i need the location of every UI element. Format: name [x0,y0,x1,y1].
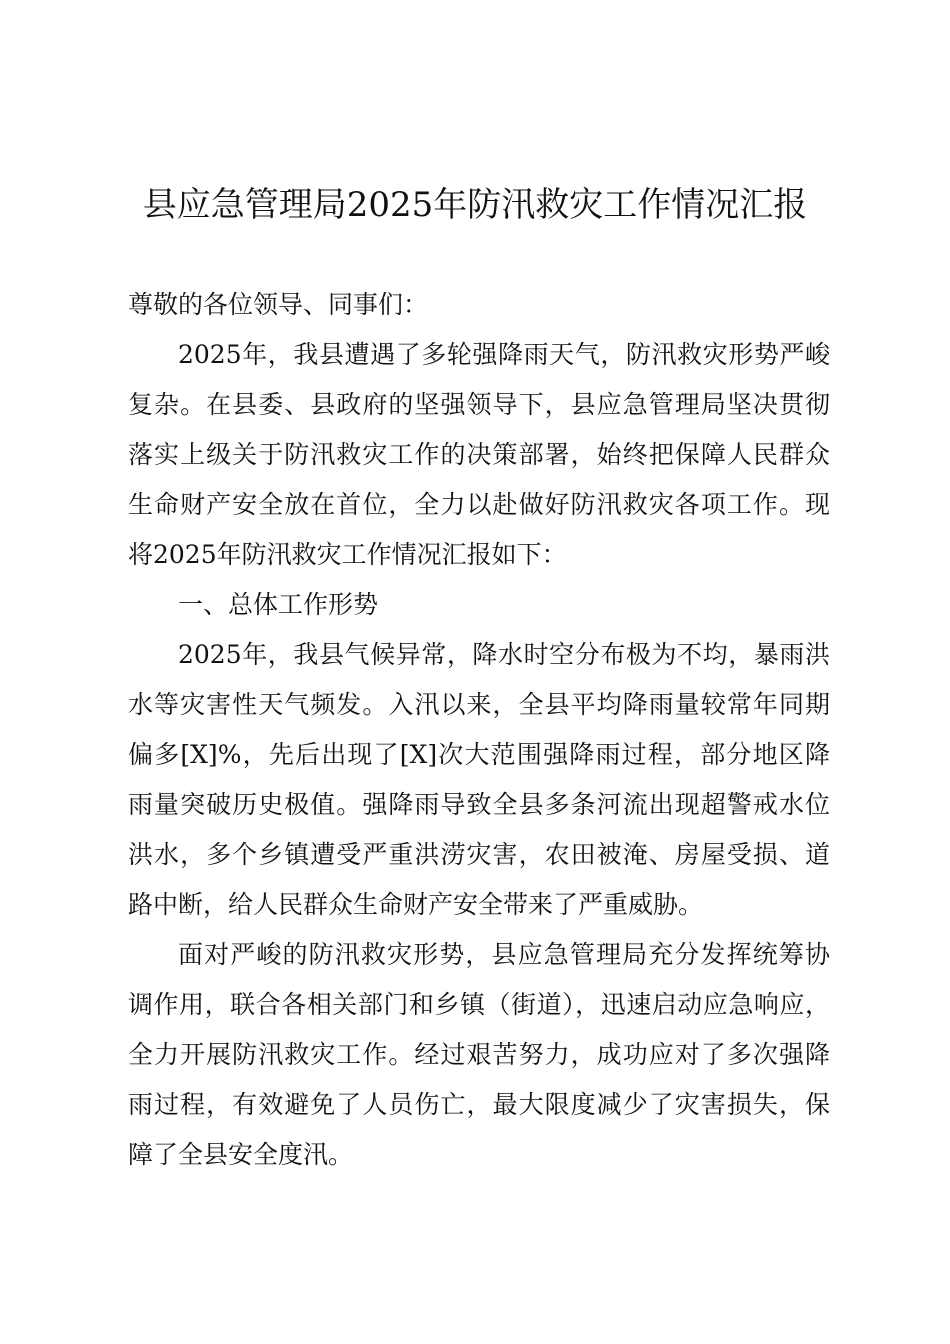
text-line: 将2025年防汛救灾工作情况汇报如下： [128,540,567,569]
document-title: 县应急管理局2025年防汛救灾工作情况汇报 [142,185,808,225]
text-line: 落实上级关于防汛救灾工作的决策部署，始终把保障人民群众 [128,440,830,469]
text-line: 调作用，联合各相关部门和乡镇（街道），迅速启动应急响应， [128,990,830,1019]
text-line: 一、总体工作形势 [178,590,379,619]
text-line: 路中断，给人民群众生命财产安全带来了严重威胁。 [128,890,704,919]
text-line: 2025年，我县遭遇了多轮强降雨天气，防汛救灾形势严峻 [178,340,830,369]
greeting: 尊敬的各位领导、同事们： [128,290,429,319]
paragraphs [128,330,830,1180]
text-line: 偏多[X]%，先后出现了[X]次大范围强降雨过程，部分地区降 [128,740,830,769]
text-line: 全力开展防汛救灾工作。经过艰苦努力，成功应对了多次强降 [128,1040,830,1069]
paragraph [128,330,830,580]
paragraph [128,630,830,930]
text-line: 2025年，我县气候异常，降水时空分布极为不均，暴雨洪 [178,640,830,669]
text-line: 水等灾害性天气频发。入汛以来，全县平均降雨量较常年同期 [128,690,830,719]
document-body [128,280,830,1180]
text-line: 生命财产安全放在首位，全力以赴做好防汛救灾各项工作。现 [128,490,830,519]
section-heading [128,580,830,630]
text-line: 洪水，多个乡镇遭受严重洪涝灾害，农田被淹、房屋受损、道 [128,840,830,869]
text-line: 复杂。在县委、县政府的坚强领导下，县应急管理局坚决贯彻 [128,390,830,419]
text-line: 雨量突破历史极值。强降雨导致全县多条河流出现超警戒水位 [128,790,830,819]
text-line: 雨过程，有效避免了人员伤亡，最大限度减少了灾害损失，保 [128,1090,830,1119]
text-line: 面对严峻的防汛救灾形势，县应急管理局充分发挥统筹协 [178,940,830,969]
text-line: 障了全县安全度汛。 [128,1140,354,1169]
paragraph [128,930,830,1180]
